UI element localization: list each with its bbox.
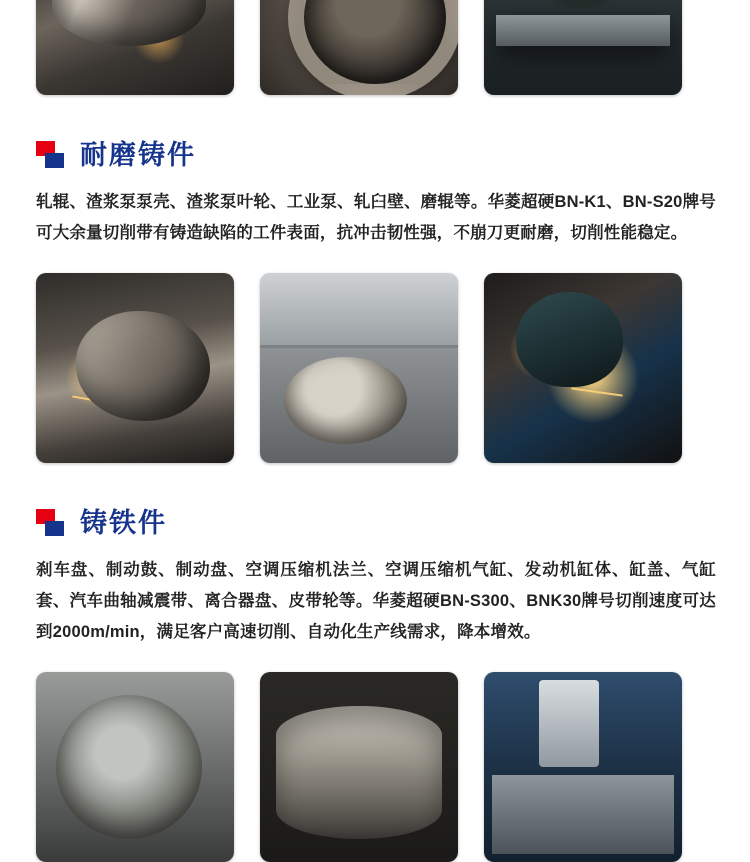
cnc-pump-casing-photo: [260, 273, 458, 463]
section-title-text: 耐磨铸件: [80, 139, 196, 170]
section-paragraph-wear-resistant-castings: 轧辊、渣浆泵泵壳、渣浆泵叶轮、工业泵、轧臼壁、磨辊等。华菱超硬BN-K1、BN-S20牌号可大余量切削带有铸造缺陷的工件表面，抗冲击韧性强，不崩刀更耐磨，切削性能稳定。: [36, 193, 716, 242]
blue-square-icon: [45, 521, 64, 536]
blue-square-icon: [45, 153, 64, 168]
drill-machining-photo: [484, 672, 682, 862]
bore-ring-machining-photo: [260, 0, 458, 95]
spark-streak-icon: [533, 329, 567, 349]
green-cutter-tool-photo: [484, 0, 682, 95]
section-heading-wear-resistant-castings: [0, 141, 750, 169]
double-square-bullet-icon: [36, 509, 66, 537]
photo-row-top: [0, 0, 750, 95]
sparks-lathe-turning-photo: [36, 0, 234, 95]
chuck-brake-disc-photo: [36, 672, 234, 862]
section-paragraph-cast-iron-parts: 刹车盘、制动鼓、制动盘、空调压缩机法兰、空调压缩机气缸、发动机缸体、缸盖、气缸套、汽车曲轴减震带、离合器盘、皮带轮等。华菱超硬BN-S300、BNK30牌号切削速度可达到2000m/min，满足客户高速切削、自动化生产线需求，降本增效。: [36, 561, 716, 641]
grinding-sparks-roll-photo: [36, 273, 234, 463]
photo-row-wear-resistant-castings: [0, 273, 750, 463]
section-heading-cast-iron-parts: [0, 509, 750, 537]
photo-inner: [484, 273, 682, 463]
cylinder-liner-photo: [260, 672, 458, 862]
double-square-bullet-icon: [36, 141, 66, 169]
section-title-text: 铸铁件: [80, 507, 167, 538]
spark-streak-icon: [571, 387, 623, 396]
spark-streak-icon: [544, 359, 589, 372]
photo-row-cast-iron-parts: [0, 672, 750, 862]
photo-inner: [36, 0, 234, 95]
heavy-sparks-cutting-photo: [484, 273, 682, 463]
spark-streak-icon: [64, 21, 86, 28]
photo-inner: [36, 273, 234, 463]
spark-streak-icon: [115, 409, 139, 413]
spark-streak-icon: [72, 396, 102, 403]
